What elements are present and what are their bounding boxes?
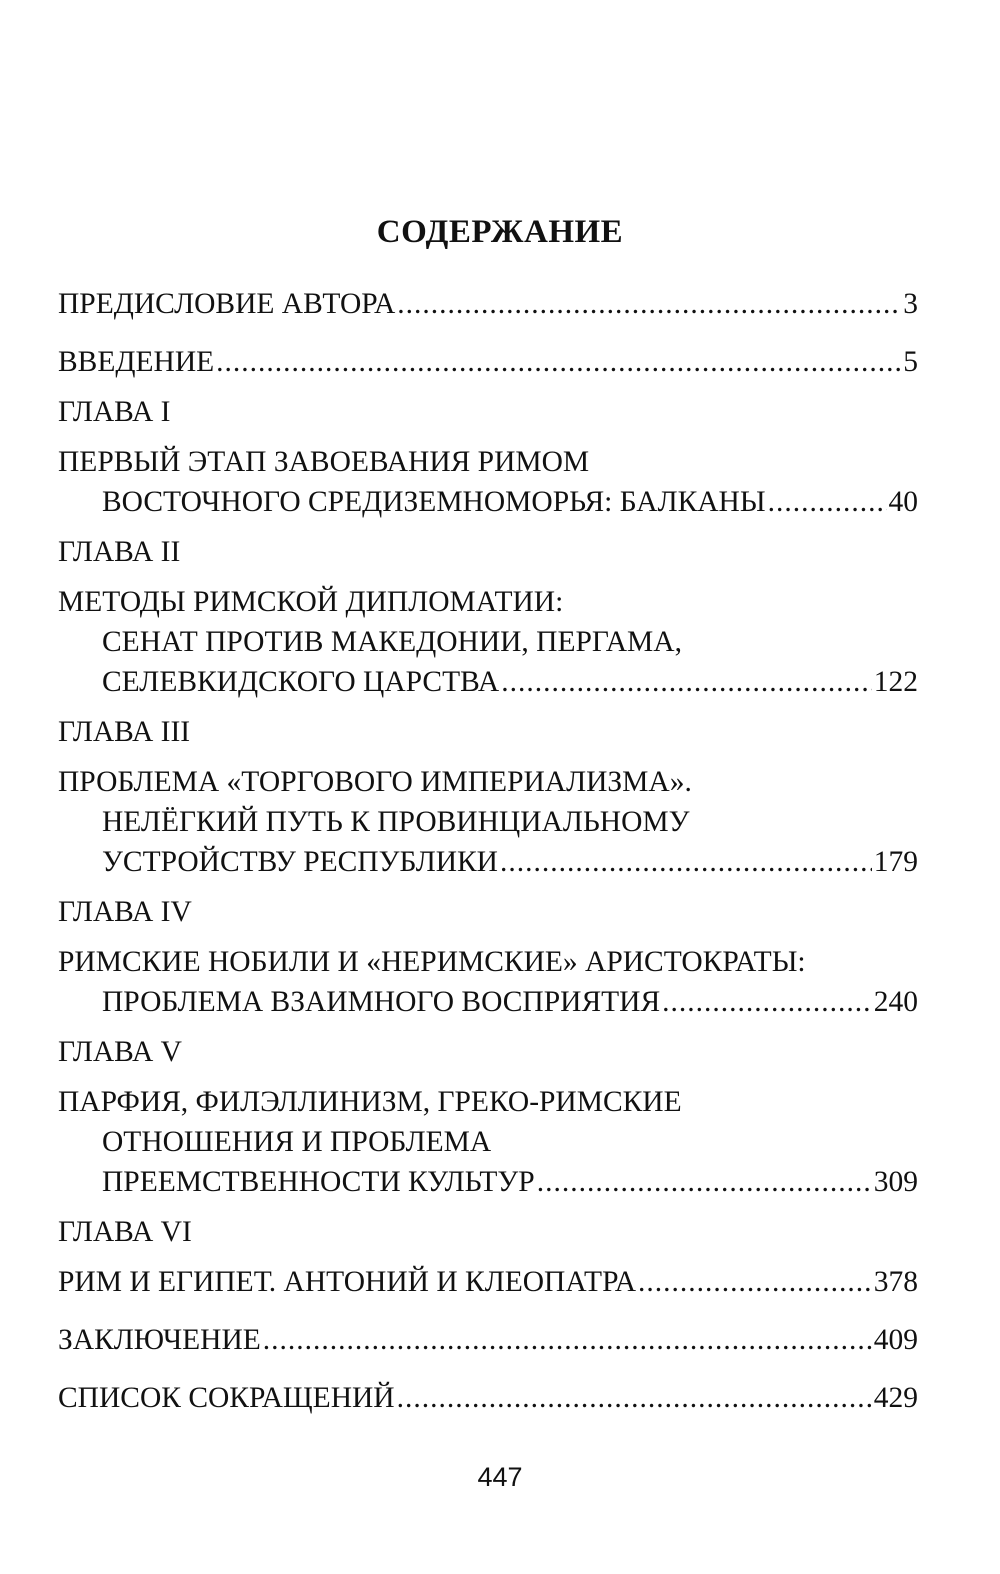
toc-page-number: 378 [873,1266,918,1298]
toc-entry-line: НЕЛЁГКИЙ ПУТЬ К ПРОВИНЦИАЛЬНОМУ [102,806,690,838]
chapter-heading: ГЛАВА VI [58,1216,192,1248]
toc-line [58,1262,918,1302]
page-title: СОДЕРЖАНИЕ [376,214,624,250]
toc-entry-label: ЗАКЛЮЧЕНИЕ [58,1324,261,1356]
toc-page-number: 240 [873,986,918,1018]
toc-entry-conclusion[interactable] [58,1320,918,1360]
toc-entry-line: ПРОБЛЕМА ВЗАИМНОГО ВОСПРИЯТИЯ [102,986,661,1018]
toc-line [58,1162,918,1202]
toc-entry-line: РИМ И ЕГИПЕТ. АНТОНИЙ И КЛЕОПАТРА [58,1266,637,1298]
toc-entry-label: ПРЕДИСЛОВИЕ АВТОРА [58,288,396,320]
toc-entry-label: ВВЕДЕНИЕ [58,346,215,378]
toc-page-number: 3 [903,288,918,320]
toc-entry-preface[interactable] [58,284,918,324]
chapter-heading: ГЛАВА III [58,716,191,748]
dot-leader [263,1320,872,1360]
toc-entry-chapter-3[interactable] [58,762,918,882]
toc-page-number: 409 [873,1324,918,1356]
dot-leader [500,842,872,882]
dot-leader [397,1378,872,1418]
toc-line [58,1320,918,1360]
toc-entry-line: ПЕРВЫЙ ЭТАП ЗАВОЕВАНИЯ РИМОМ [58,446,590,478]
chapter-heading: ГЛАВА IV [58,896,192,928]
toc-entry-chapter-5[interactable] [58,1082,918,1202]
toc-entry-chapter-1[interactable] [58,442,918,522]
chapter-heading: ГЛАВА I [58,396,171,428]
toc-line [58,842,918,882]
toc-line [58,1378,918,1418]
chapter-heading: ГЛАВА V [58,1036,182,1068]
toc-entry-label: СПИСОК СОКРАЩЕНИЙ [58,1382,395,1414]
toc-entry-chapter-6[interactable] [58,1262,918,1302]
toc-line [58,482,918,522]
dot-leader [397,284,901,324]
toc-page-number: 40 [888,486,918,518]
toc-entry-line: МЕТОДЫ РИМСКОЙ ДИПЛОМАТИИ: [58,586,564,618]
dot-leader [216,342,901,382]
toc-line [58,662,918,702]
toc-entry-line: ПРОБЛЕМА «ТОРГОВОГО ИМПЕРИАЛИЗМА». [58,766,692,798]
toc-entry-introduction[interactable] [58,342,918,382]
toc-line [58,284,918,324]
dot-leader [662,982,872,1022]
table-of-contents [58,284,918,1418]
toc-entry-abbreviations[interactable] [58,1378,918,1418]
toc-entry-chapter-4[interactable] [58,942,918,1022]
toc-entry-line: РИМСКИЕ НОБИЛИ И «НЕРИМСКИЕ» АРИСТОКРАТЫ: [58,946,806,978]
toc-entry-line: СЕНАТ ПРОТИВ МАКЕДОНИИ, ПЕРГАМА, [102,626,682,658]
toc-line [58,982,918,1022]
toc-page-number: 179 [873,846,918,878]
toc-line [58,342,918,382]
dot-leader [537,1162,872,1202]
toc-entry-line: ПАРФИЯ, ФИЛЭЛЛИНИЗМ, ГРЕКО-РИМСКИЕ [58,1086,682,1118]
toc-entry-line: УСТРОЙСТВУ РЕСПУБЛИКИ [102,846,498,878]
toc-entry-line: СЕЛЕВКИДСКОГО ЦАРСТВА [102,666,500,698]
dot-leader [768,482,887,522]
toc-entry-chapter-2[interactable] [58,582,918,702]
page-number: 447 [477,1462,523,1492]
toc-page-number: 122 [873,666,918,698]
toc-page-number: 309 [873,1166,918,1198]
dot-leader [501,662,872,702]
toc-page-number: 5 [903,346,918,378]
chapter-heading: ГЛАВА II [58,536,181,568]
toc-page-number: 429 [873,1382,918,1414]
toc-entry-line: ПРЕЕМСТВЕННОСТИ КУЛЬТУР [102,1166,535,1198]
dot-leader [638,1262,872,1302]
toc-entry-line: ОТНОШЕНИЯ И ПРОБЛЕМА [102,1126,492,1158]
toc-entry-line: ВОСТОЧНОГО СРЕДИЗЕМНОМОРЬЯ: БАЛКАНЫ [102,486,766,518]
